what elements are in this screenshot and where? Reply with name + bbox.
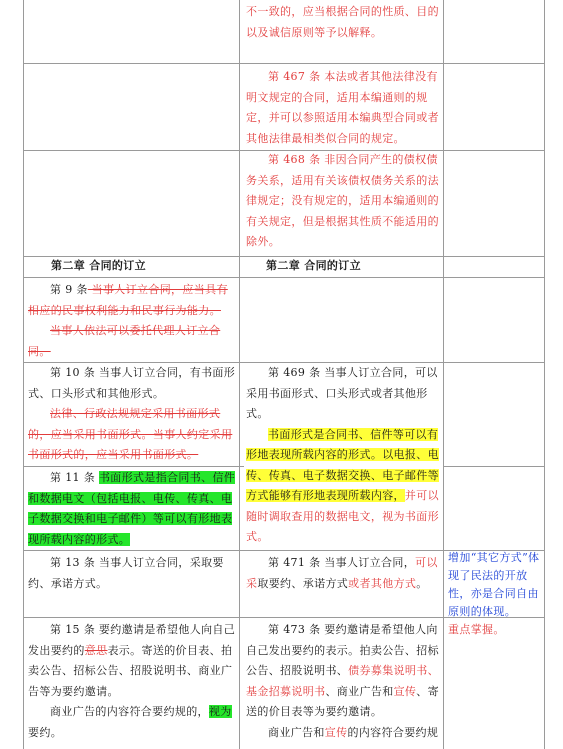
article-473-added-3: 宣传	[324, 725, 348, 739]
article-11-number: 第 11 条	[50, 471, 96, 484]
article-15-cell	[28, 620, 236, 743]
article-11-highlighted-text: 书面形式是指合同书、信件和数据电文（包括电报、电传、传真、电子数据交换和电子邮件）等可以有形地表现所载内容的形式。	[28, 471, 236, 546]
article-473-cell	[246, 620, 440, 743]
article-15-part-a: 第 15 条 要约邀请是希望他人向自己发出要约的	[28, 623, 236, 657]
article-471-end: 。	[416, 576, 428, 590]
article-469-paragraph-1: 第 469 条 当事人订立合同，可以采用书面形式、口头形式或者其他形式。	[246, 366, 438, 420]
article-9-sentence-1: 当事人订立合同，应当具有相应的民事权利能力和民事行为能力。	[28, 283, 228, 317]
article-469-cell	[246, 363, 440, 548]
article-468-number: 第 468 条	[268, 153, 321, 166]
article-473-part-c: 、寄送的价目表等为要约邀请。	[246, 684, 439, 718]
row-divider	[443, 466, 545, 467]
article-11-cell	[28, 468, 236, 550]
article-471-part-c: 取要约、承诺方式	[257, 576, 349, 590]
article-15-part-c: 商业广告的内容符合要约规的，	[50, 705, 209, 718]
row1-new-law-text	[246, 2, 440, 43]
article-473-added-2: 宣传	[393, 684, 417, 698]
article-15-highlighted-word: 视为	[208, 705, 232, 718]
note-key-point	[448, 620, 542, 641]
article-15-part-d: 要约。	[28, 725, 63, 739]
note-key-point-text: 重点掌握。	[448, 623, 505, 636]
note-other-methods-text: 增加“其它方式”体现了民法的开放性，亦是合同自由原则的体现。	[448, 551, 540, 618]
article-468-cell	[246, 150, 440, 253]
article-468-text: 非因合同产生的债权债务关系，适用有关该债权债务关系的法律规定；没有规定的，适用本编通则的有关规定，但是根据其性质不能适用的除外。	[246, 153, 439, 248]
table-border-left	[23, 0, 24, 749]
column-divider-2	[443, 0, 444, 749]
chapter-2-title-old: 第二章 合同的订立	[51, 259, 146, 272]
article-9-number: 第 9 条	[50, 283, 88, 296]
article-10-deleted-text: 法律、行政法规规定采用书面形式的，应当采用书面形式。当事人约定采用书面形式的，应当采用书面形式。	[28, 407, 233, 461]
column-divider-1	[239, 0, 240, 749]
article-15-part-b: 表示。寄送的价目表、拍卖公告、招标公告、招股说明书、商业广告等为要约邀请。	[28, 643, 233, 698]
chapter-2-title-new: 第二章 合同的订立	[266, 259, 361, 272]
article-9-sentence-2: 当事人依法可以委托代理人订立合同。	[28, 324, 221, 358]
article-473-part-e: 的内容符合要约规	[347, 725, 439, 739]
row-divider	[23, 466, 244, 467]
row-divider	[23, 63, 545, 64]
article-467-text: 本法或者其他法律没有明文规定的合同，适用本编通则的规定，并可以参照适用本编典型合同或者其他法律最相类似合同的规定。	[246, 70, 439, 145]
article-473-part-d: 商业广告和	[268, 725, 325, 739]
article-10-cell	[28, 363, 236, 466]
article-471-part-a: 第 471 条 当事人订立合同，	[268, 556, 416, 569]
row-divider	[23, 277, 545, 278]
article-13-text: 第 13 条 当事人订立合同，采取要约、承诺方式。	[28, 556, 224, 590]
article-467-number: 第 467 条	[268, 70, 321, 83]
article-469-added-text: 并可以随时调取查用的数据电文，视为书面形式。	[246, 489, 439, 543]
article-469-highlighted-text: 书面形式是合同书、信件等可以有形地表现所载内容的形式。以电报、电传、传真、电子数据交换、电子邮件等方式能够有形地表现所载内容，	[246, 427, 439, 502]
article-473-part-a: 第 473 条 要约邀请是希望他人向自己发出要约的表示。拍卖公告、招标公告、招股说明书、	[246, 623, 439, 677]
article-467-cell	[246, 67, 440, 149]
table-border-right	[544, 0, 545, 749]
row1-continuation: 不一致的，应当根据合同的性质、目的以及诚信原则等予以解释。	[246, 5, 439, 39]
chapter-heading-new	[266, 256, 440, 277]
note-other-methods	[448, 549, 542, 621]
article-13-cell	[28, 553, 236, 594]
article-10-paragraph-1: 第 10 条 当事人订立合同，有书面形式、口头形式和其他形式。	[28, 366, 236, 400]
chapter-heading-old	[51, 256, 237, 277]
article-473-part-b: 、商业广告和	[325, 684, 394, 698]
article-473-added-1: 债券募集说明书、基金招募说明书	[246, 664, 439, 698]
article-471-added-1: 可以采	[246, 556, 438, 590]
article-9-cell	[28, 280, 236, 362]
article-471-added-2: 或者其他方式	[348, 576, 417, 590]
article-15-deleted-word: 意思	[84, 643, 108, 657]
article-471-cell	[246, 553, 440, 594]
